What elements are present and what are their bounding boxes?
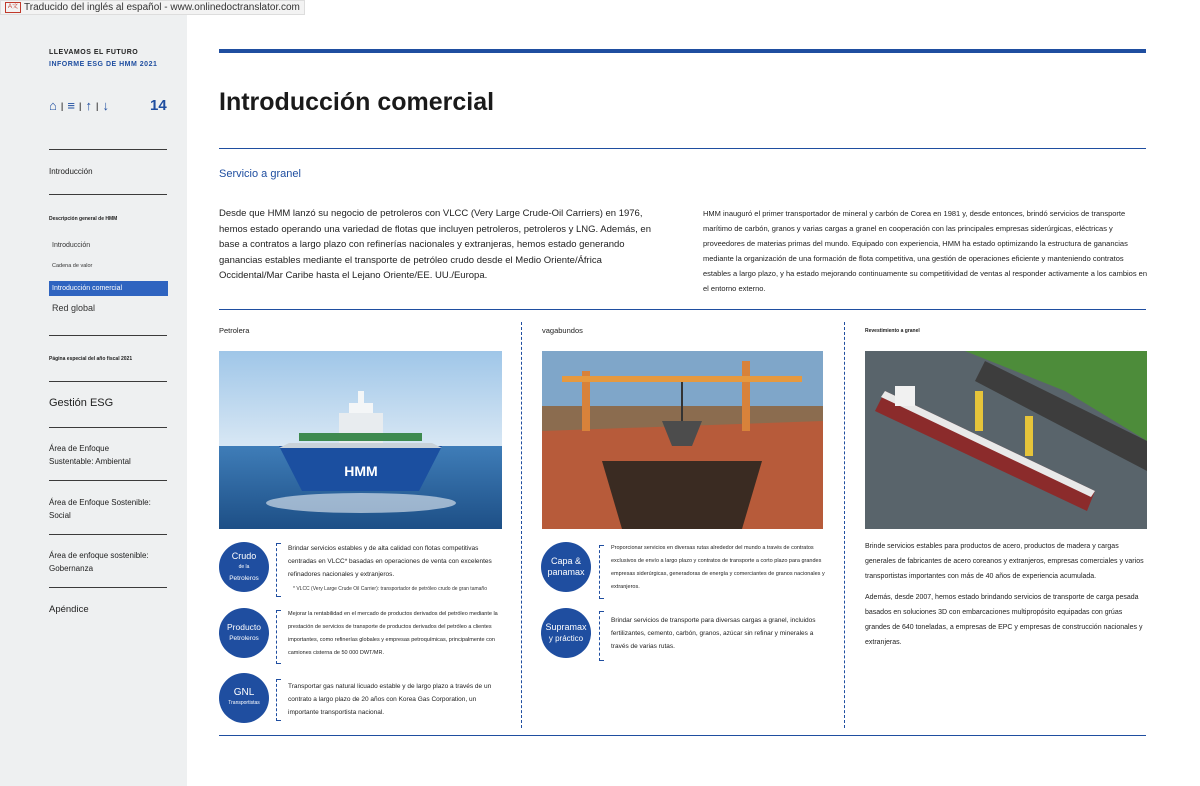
translate-icon: A文 — [5, 2, 21, 13]
sidebar-divider — [49, 427, 167, 428]
section-heading: Servicio a granel — [219, 168, 301, 180]
footer-divider — [219, 735, 1146, 736]
bulk-liner-text-2: Además, desde 2007, hemos estado brindando servicios de transporte de carga pesada basados en soluciones 3D con embarcaciones multipropósito equipadas con grúas grandes de 640 toneladas, a empresas de EPC y empresas de construcción nacionales y extranjeras. — [865, 594, 1143, 646]
sidebar-tagline: LLEVAMOS EL FUTURO — [49, 49, 139, 56]
cape-panamax-text: Proporcionar servicios en diversas rutas alrededor del mundo a través de contratos exclusivos de envío a largo plazo y contratos de transporte a corto plazo para grandes empresas siderúrgicas, generadoras de energía y comerciantes de granos nacionales y extranjeros. — [611, 545, 825, 590]
lng-carriers-badge: GNL Transportistas — [219, 673, 269, 723]
sidebar-item-overview[interactable]: Descripción general de HMM — [49, 216, 118, 222]
sidebar-divider — [49, 149, 167, 150]
section-divider — [219, 309, 1146, 310]
supramax-badge: Supramax y práctico — [541, 608, 591, 658]
crude-tankers-badge: Crudo de la Petroleros — [219, 542, 269, 592]
bracket — [599, 611, 604, 661]
page-title: Introducción comercial — [219, 88, 495, 116]
sidebar-item-intro[interactable]: Introducción — [49, 167, 93, 176]
column-heading-tramp: vagabundos — [542, 326, 583, 335]
sidebar-item-environment[interactable]: Área de Enfoque Sustentable: Ambiental — [49, 444, 131, 466]
bulk-ship-port-photo — [865, 351, 1147, 529]
sidebar-subitem-business-intro[interactable]: Introducción comercial — [49, 281, 168, 296]
sidebar-subitem-introduccion[interactable]: Introducción — [52, 242, 91, 249]
sidebar — [0, 0, 187, 786]
intro-paragraph-right: HMM inauguró el primer transportador de mineral y carbón de Corea en 1981 y, desde entonces, brindó servicios de transporte marítimo de carbón, granos y varias cargas a granel en cooperación con las principales empresas siderúrgicas, eléctricas y proveedores de materias primas del mundo. Equipado con experiencia, HMM ha estado optimizando la estructura de ganancias mediante la organización de una formación de flota competitiva, una gestión de operaciones eficiente y manteniendo contratos estables a largo plazo, y ha estado mejorando continuamente su competitividad de ventas al responder activamente a los cambios en el entorno externo. — [703, 209, 1148, 293]
sidebar-item-social[interactable]: Área de Enfoque Sostenible: Social — [49, 498, 151, 520]
sidebar-item-special[interactable]: Página especial del año fiscal 2021 — [49, 356, 133, 362]
sidebar-divider — [49, 381, 167, 382]
title-divider — [219, 148, 1146, 149]
sidebar-divider — [49, 587, 167, 588]
sidebar-report-name: INFORME ESG DE HMM 2021 — [49, 61, 158, 68]
translation-banner[interactable] — [0, 0, 305, 15]
sidebar-divider — [49, 335, 167, 336]
bracket — [276, 679, 281, 721]
supramax-text: Brindar servicios de transporte para diversas cargas a granel, incluidos fertilizantes, cemento, carbón, granos, azúcar sin refinar y minerales a través de varias rutas. — [611, 617, 816, 650]
menu-icon[interactable]: ≡ — [67, 98, 75, 113]
arrow-down-icon[interactable]: ↓ — [102, 98, 110, 113]
bracket — [276, 543, 281, 597]
sidebar-item-governance[interactable]: Área de enfoque sostenible: Gobernanza — [49, 551, 149, 573]
column-heading-tanker: Petrolera — [219, 326, 250, 335]
sidebar-item-esg[interactable]: Gestión ESG — [49, 397, 114, 409]
sidebar-nav-icons: ⌂ | ≡ | ↑ | ↓ — [49, 98, 110, 113]
home-icon[interactable]: ⌂ — [49, 98, 57, 113]
cape-panamax-badge: Capa & panamax — [541, 542, 591, 592]
header-rule — [219, 49, 1146, 53]
column-heading-bulk-liner: Revestimiento a granel — [865, 328, 920, 334]
bulk-liner-text-1: Brinde servicios estables para productos de acero, productos de madera y cargas generales de fabricantes de acero coreanos y extranjeros, empresas comerciales y varios transportistas importantes con más de 40 años de experiencia acumulada. — [865, 543, 1144, 580]
column-divider — [844, 322, 845, 728]
tanker-photo — [219, 351, 502, 529]
bracket — [276, 610, 281, 664]
bulk-loading-photo — [542, 351, 823, 529]
lng-carriers-text: Transportar gas natural licuado estable y de largo plazo a través de un contrato a largo plazo de 20 años con Korea Gas Corporation, un importante transportista nacional. — [288, 683, 492, 716]
ship-hull-text: HMM — [344, 463, 378, 479]
sidebar-item-appendix[interactable]: Apéndice — [49, 604, 89, 615]
column-divider — [521, 322, 522, 728]
arrow-up-icon[interactable]: ↑ — [85, 98, 93, 113]
sidebar-divider — [49, 194, 167, 195]
product-tankers-text: Mejorar la rentabilidad en el mercado de productos derivados del petróleo mediante la prestación de servicios de transporte de productos derivados del petróleo a clientes importantes, como refinerías globales y empresas petroquímicas, principalmente con camiones cisterna de 50 000 DWT/MR. — [288, 611, 498, 656]
product-tankers-badge: Producto Petroleros — [219, 608, 269, 658]
translation-banner-text: Traducido del inglés al español - www.onlinedoctranslator.com — [24, 2, 300, 13]
bracket — [599, 545, 604, 599]
sidebar-divider — [49, 480, 167, 481]
intro-paragraph-left: Desde que HMM lanzó su negocio de petroleros con VLCC (Very Large Crude-Oil Carriers) en 1976, hemos estado operando una variedad de flotas que incluyen petroleros, petroleros y LNG. Además, en base a contratos a largo plazo con refinerías nacionales y extranjeras, hemos estado generando ganancias estables mediante el transporte de petróleo crudo desde el Medio Oriente/África Occidental/Mar Caribe hasta el Lejano Oriente/EE. UU./Europa. — [219, 208, 651, 281]
sidebar-subitem-global-network[interactable]: Red global — [52, 303, 96, 313]
page-number: 14 — [150, 97, 167, 114]
crude-tankers-text: Brindar servicios estables y de alta calidad con flotas competitivas centradas en VLCC* basadas en operaciones de venta con excelentes refinadores nacionales y extranjeros. — [288, 545, 492, 578]
sidebar-divider — [49, 534, 167, 535]
sidebar-subitem-value-chain[interactable]: Cadena de valor — [52, 263, 93, 269]
vlcc-footnote: * VLCC (Very Large Crude Oil Carrier): transportador de petróleo crudo de gran tamaño — [293, 586, 487, 592]
